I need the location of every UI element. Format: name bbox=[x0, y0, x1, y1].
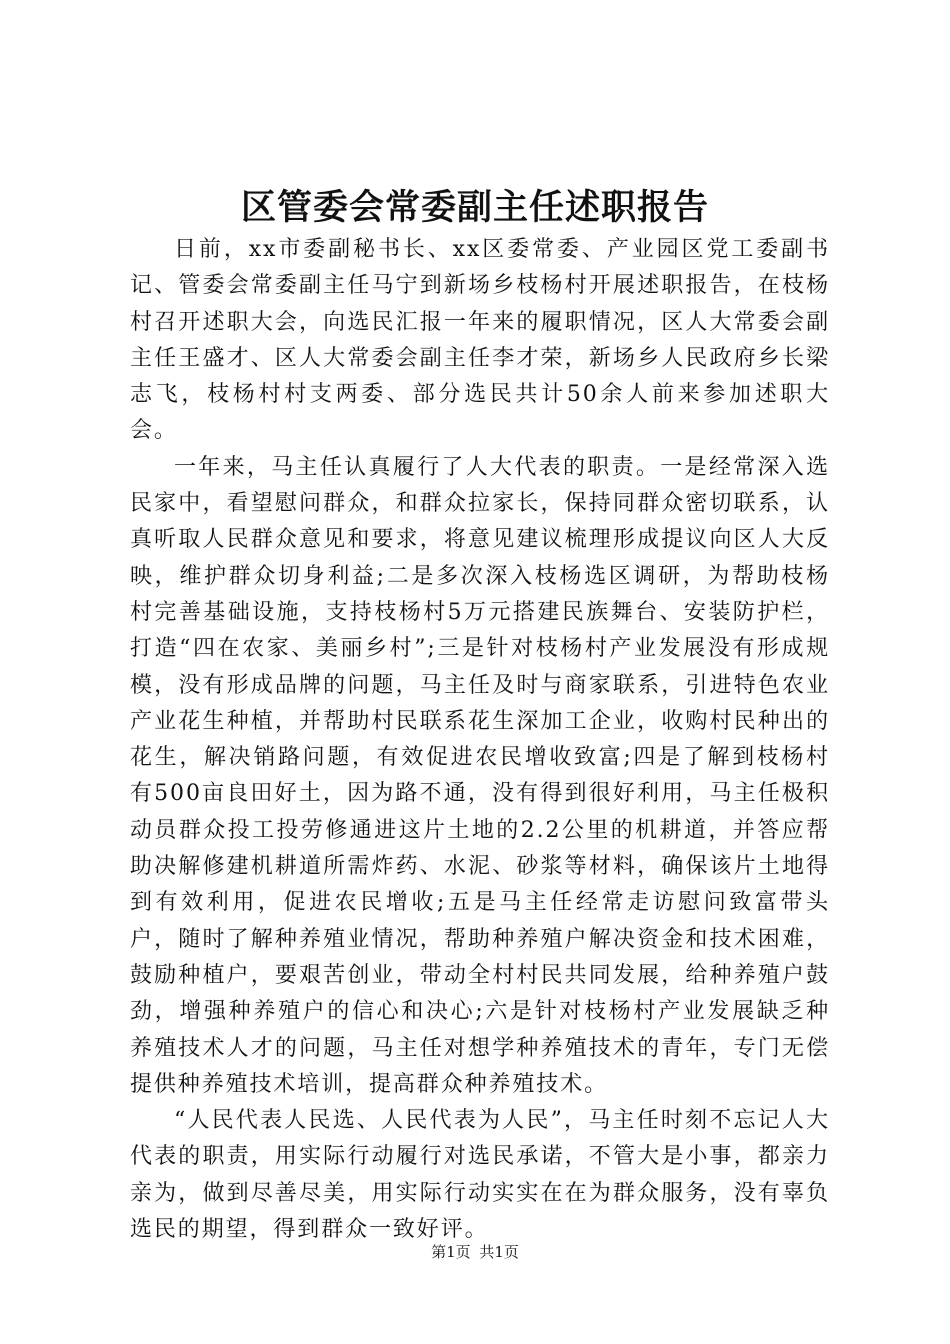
paragraph-conclusion: “人民代表人民选、人民代表为人民”，马主任时刻不忘记人大代表的职责，用实际行动履行对选民承诺，不管大是小事，都亲力亲为，做到尽善尽美，用实际行动实实在在为群众服务，没有辜负选民的期望，得到群众一致好评。 bbox=[130, 1108, 830, 1243]
paragraph-duties: 一年来，马主任认真履行了人大代表的职责。一是经常深入选民家中，看望慰问群众，和群众拉家长，保持同群众密切联系，认真听取人民群众意见和要求，将意见建议梳理形成提议向区人大反映，维护群众切身利益;二是多次深入枝杨选区调研，为帮助枝杨村完善基础设施，支持枝杨村5万元搭建民族舞台、安装防护栏，打造“四在农家、美丽乡村”;三是针对枝杨村产业发展没有形成规模，没有形成品牌的问题，马主任及时与商家联系，引进特色农业产业花生种植，并帮助村民联系花生深加工企业，收购村民种出的花生，解决销路问题，有效促进农民增收致富;四是了解到枝杨村有500亩良田好土，因为路不通，没有得到很好利用，马主任极积动员群众投工投劳修通进这片土地的2.2公里的机耕道，并答应帮助决解修建机耕道所需炸药、水泥、砂浆等材料，确保该片土地得到有效利用，促进农民增收;五是马主任经常走访慰问致富带头户，随时了解种养殖业情况，帮助种养殖户解决资金和技术困难，鼓励种植户，要艰苦创业，带动全村村民共同发展，给种养殖户鼓劲，增强种养殖户的信心和决心;六是针对枝杨村产业发展缺乏种养殖技术人才的问题，马主任对想学种养殖技术的青年，专门无偿提供种养殖技术培训，提高群众种养殖技术。 bbox=[130, 454, 830, 1097]
document-title: 区管委会常委副主任述职报告 bbox=[240, 187, 709, 228]
page-number: 第1页 bbox=[431, 1243, 471, 1261]
paragraph-intro: 日前，xx市委副秘书长、xx区委常委、产业园区党工委副书记、管委会常委副主任马宁到新场乡枝杨村开展述职报告，在枝杨村召开述职大会，向选民汇报一年来的履职情况，区人大常委会副主任王盛才、区人大常委会副主任李才荣，新场乡人民政府乡长梁志飞，枝杨村村支两委、部分选民共计50余人前来参加述职大会。 bbox=[130, 237, 830, 444]
page-total: 共1页 bbox=[479, 1243, 519, 1261]
page-footer bbox=[0, 1240, 950, 1264]
document-body bbox=[130, 232, 830, 1248]
